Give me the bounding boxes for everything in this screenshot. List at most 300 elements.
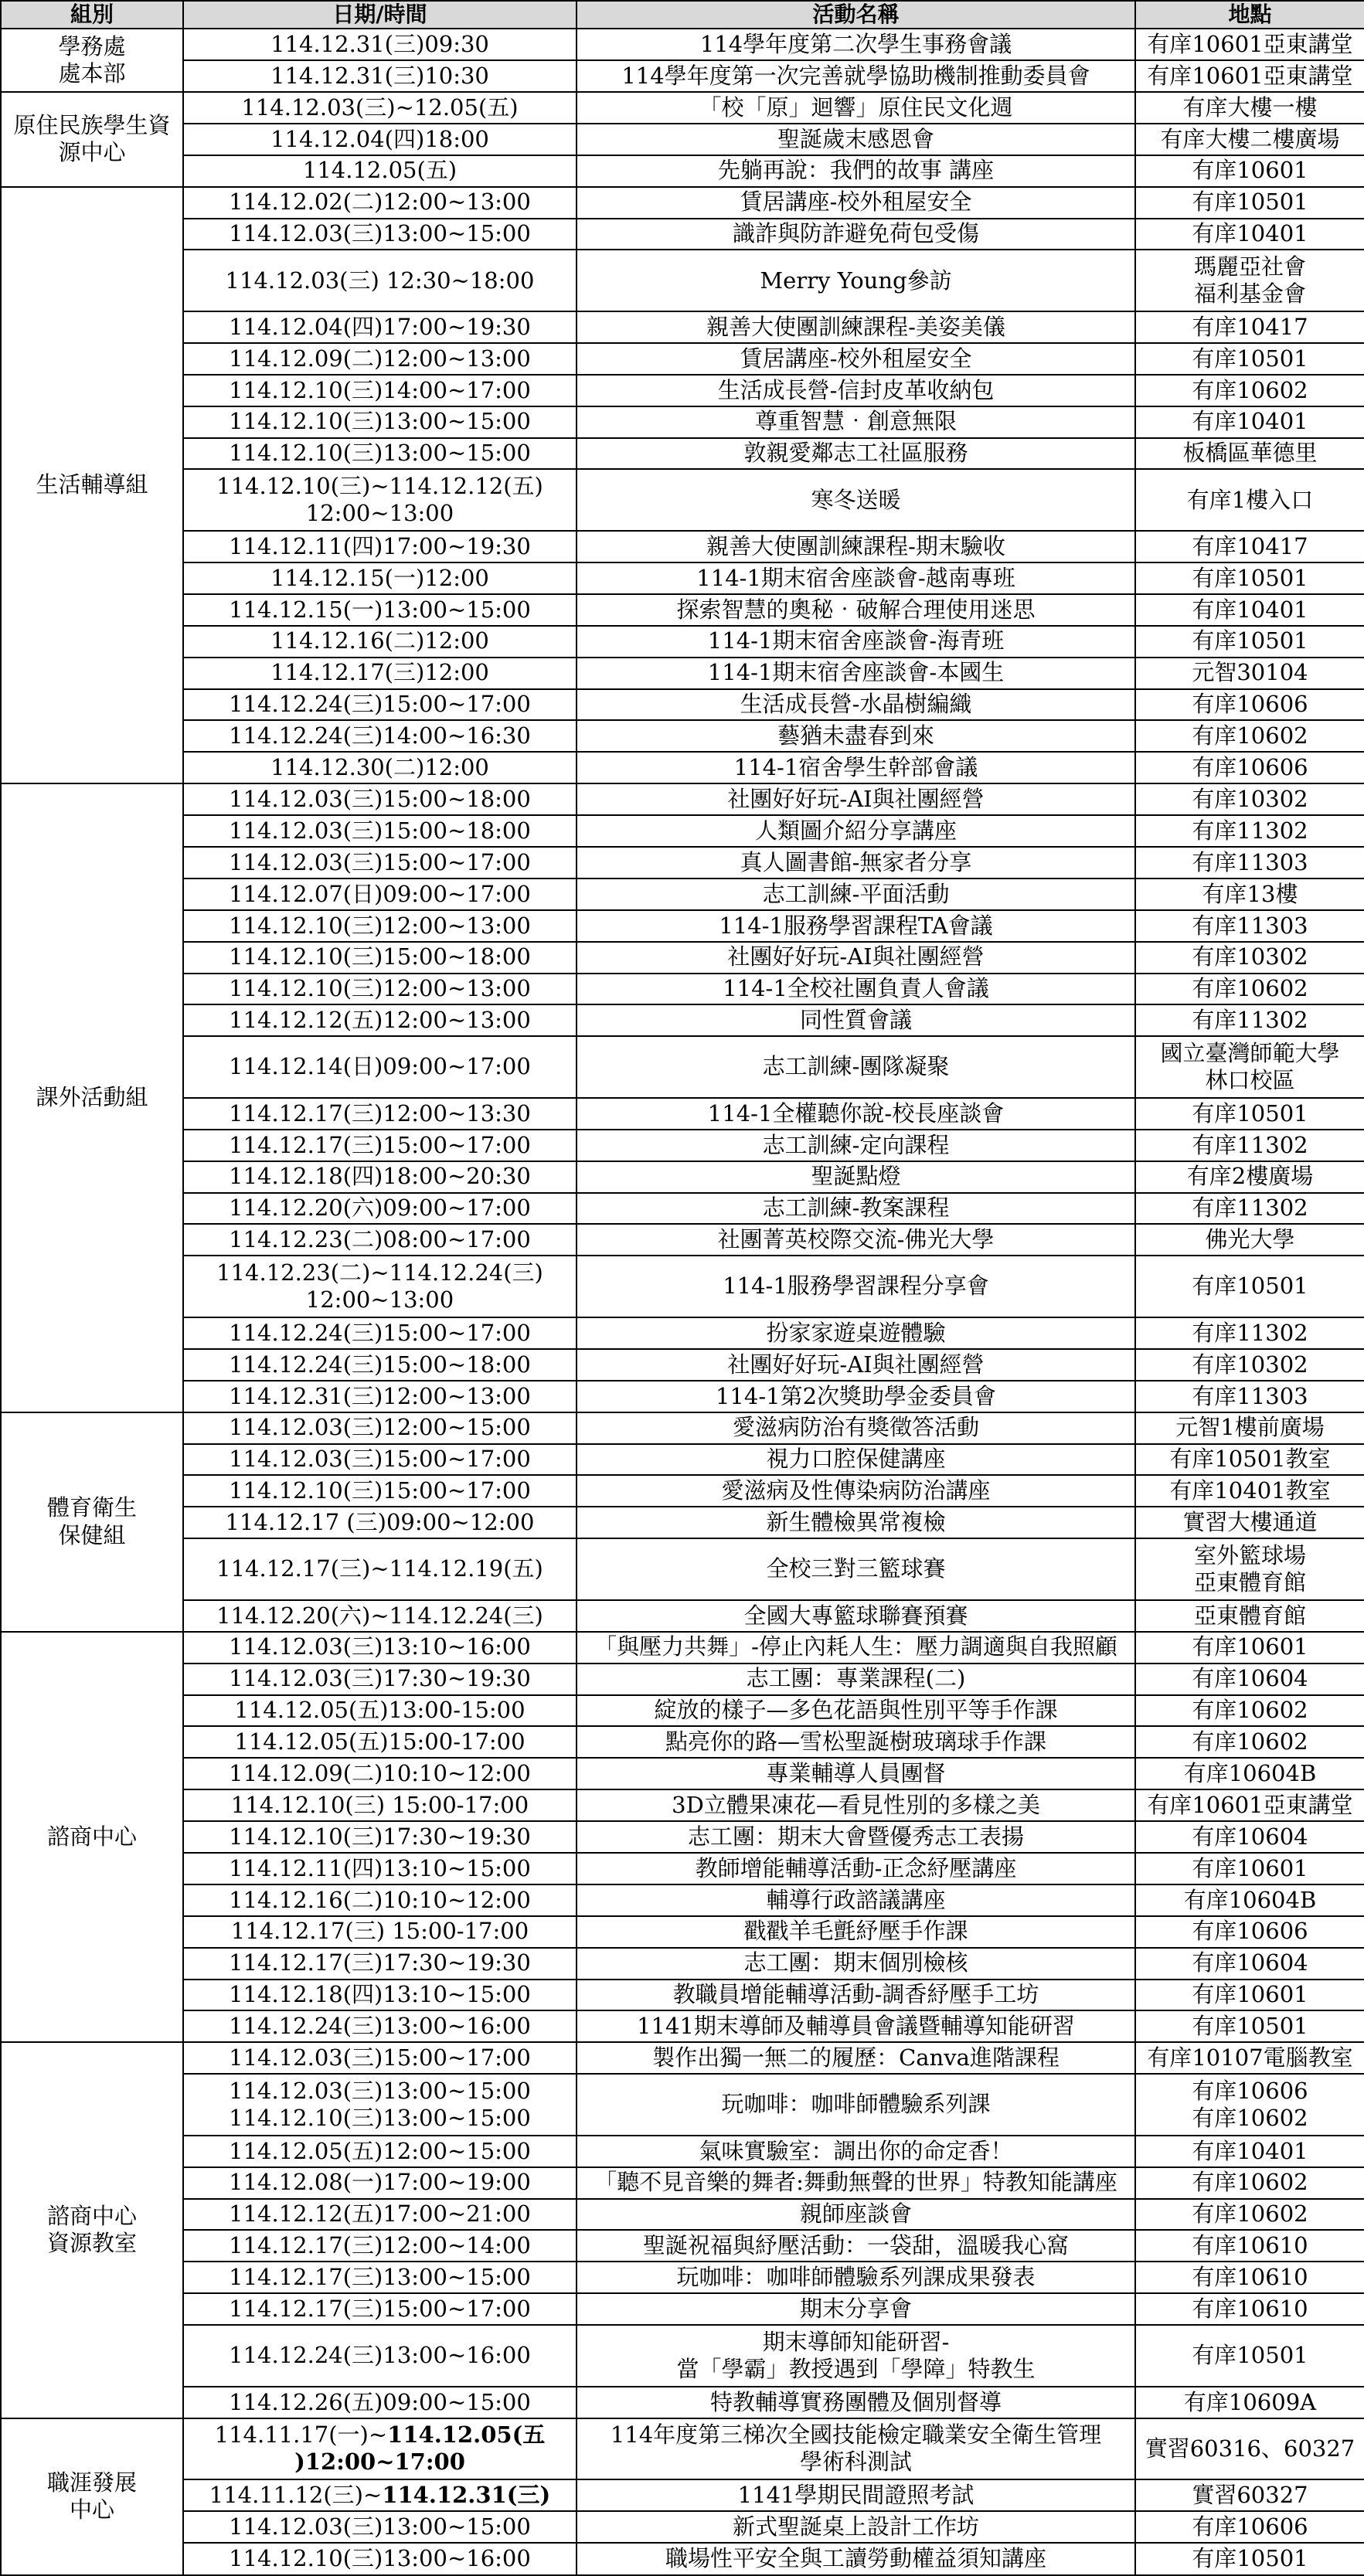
date-cell bbox=[183, 1789, 577, 1821]
cell-line: 玩咖啡：咖啡師體驗系列課成果發表 bbox=[676, 2264, 1036, 2291]
cell-line: 有庠10606 bbox=[1192, 2077, 1308, 2104]
cell-line: 有庠10401 bbox=[1192, 596, 1308, 623]
date-cell bbox=[183, 343, 577, 375]
table-row bbox=[1, 1317, 1364, 1349]
activity-name-cell bbox=[577, 1884, 1135, 1916]
activity-name-cell bbox=[577, 1224, 1135, 1256]
cell-line: 實習大樓通道 bbox=[1182, 1509, 1318, 1536]
activity-name-cell bbox=[577, 2136, 1135, 2167]
cell-line: 有庠11303 bbox=[1192, 912, 1308, 939]
date-cell bbox=[183, 1853, 577, 1884]
cell-line: 社團好好玩-AI與社團經營 bbox=[727, 943, 985, 970]
activity-name-cell bbox=[577, 375, 1135, 406]
location-cell bbox=[1135, 1161, 1364, 1193]
activity-name-cell bbox=[577, 438, 1135, 470]
cell-line: 114.12.07(日)09:00~17:00 bbox=[229, 880, 531, 907]
table-row bbox=[1, 783, 1364, 815]
cell-line: 114.12.31(三)09:30 bbox=[270, 30, 489, 57]
cell-line: 室外籃球場 bbox=[1193, 1541, 1306, 1568]
header-location: 地點 bbox=[1135, 1, 1364, 29]
date-cell bbox=[183, 438, 577, 470]
cell-line: 有庠11302 bbox=[1192, 1195, 1308, 1222]
date-cell bbox=[183, 2010, 577, 2042]
cell-line: 114.12.03(三)13:00~15:00 bbox=[229, 220, 531, 247]
emphasis-text: 114.12.05(五 bbox=[387, 2421, 546, 2449]
cell-line: 114.12.20(六)~114.12.24(三) bbox=[216, 1602, 543, 1629]
date-cell bbox=[183, 1916, 577, 1948]
header-datetime: 日期/時間 bbox=[183, 1, 577, 29]
table-row bbox=[1, 1475, 1364, 1507]
cell-line: 114-1服務學習課程分享會 bbox=[723, 1273, 989, 1300]
cell-line: 114-1期末宿舍座談會-本國生 bbox=[707, 659, 1005, 686]
cell-line: 114.12.10(三)~114.12.12(五) bbox=[216, 472, 543, 499]
cell-line: 聖誕點燈 bbox=[811, 1163, 901, 1190]
cell-line: 扮家家遊桌遊體驗 bbox=[766, 1319, 946, 1346]
cell-line: 114.12.18(四)13:10~15:00 bbox=[229, 1981, 531, 2008]
table-row bbox=[1, 626, 1364, 658]
group-name-cell bbox=[1, 783, 183, 1412]
cell-line: 1141學期民間證照考試 bbox=[737, 2482, 975, 2508]
table-row bbox=[1, 1256, 1364, 1317]
cell-line: 處本部 bbox=[58, 60, 126, 87]
cell-line: 3D立體果凍花—看見性別的多樣之美 bbox=[672, 1791, 1040, 1818]
table-row bbox=[1, 2230, 1364, 2262]
table-row bbox=[1, 658, 1364, 689]
group-name-cell bbox=[1, 1412, 183, 1632]
date-cell bbox=[183, 124, 577, 155]
location-cell bbox=[1135, 1130, 1364, 1161]
cell-line: 生活輔導組 bbox=[36, 471, 148, 498]
cell-line: 資源教室 bbox=[46, 2230, 137, 2257]
cell-line: 114-1全校社團負責人會議 bbox=[723, 975, 989, 1002]
cell-line: 有庠10501 bbox=[1192, 2545, 1308, 2572]
table-row bbox=[1, 1758, 1364, 1789]
table-row bbox=[1, 311, 1364, 343]
cell-line: 114.12.05(五)12:00~15:00 bbox=[229, 2137, 531, 2164]
activity-name-cell bbox=[577, 2387, 1135, 2418]
cell-line: 敦親愛鄰志工社區服務 bbox=[743, 440, 968, 467]
table-row bbox=[1, 375, 1364, 406]
table-row bbox=[1, 219, 1364, 250]
location-cell bbox=[1135, 2136, 1364, 2167]
cell-line: 有庠10601亞東講堂 bbox=[1147, 1791, 1353, 1818]
date-cell bbox=[183, 815, 577, 847]
location-cell bbox=[1135, 155, 1364, 187]
date-cell bbox=[183, 1600, 577, 1632]
location-cell bbox=[1135, 1980, 1364, 2011]
location-cell bbox=[1135, 910, 1364, 942]
location-cell bbox=[1135, 1256, 1364, 1317]
cell-line: 源中心 bbox=[58, 139, 126, 166]
cell-line: 114學年度第二次學生事務會議 bbox=[699, 30, 1012, 57]
cell-line: 114.12.23(二)08:00~17:00 bbox=[229, 1226, 531, 1253]
cell-line: 有庠10606 bbox=[1192, 754, 1308, 781]
date-cell bbox=[183, 2262, 577, 2293]
table-row bbox=[1, 2074, 1364, 2136]
activity-name-cell bbox=[577, 469, 1135, 531]
cell-line: 114.12.31(三)10:30 bbox=[270, 62, 489, 89]
date-cell bbox=[183, 1758, 577, 1789]
cell-line: 真人圖書館-無家者分享 bbox=[740, 848, 972, 875]
cell-line: 寒冬送暖 bbox=[811, 486, 901, 513]
cell-line: 有庠1樓入口 bbox=[1186, 486, 1314, 513]
cell-line: 當「學霸」教授遇到「學障」特教生 bbox=[676, 2355, 1036, 2382]
activity-name-cell bbox=[577, 2511, 1135, 2543]
table-row bbox=[1, 1161, 1364, 1193]
activity-name-cell bbox=[577, 752, 1135, 783]
location-cell bbox=[1135, 311, 1364, 343]
activity-name-cell bbox=[577, 2293, 1135, 2325]
activity-name-cell bbox=[577, 2479, 1135, 2511]
location-cell bbox=[1135, 2230, 1364, 2262]
date-cell bbox=[183, 720, 577, 752]
cell-line: 視力口腔保健講座 bbox=[766, 1446, 946, 1473]
table-row bbox=[1, 2387, 1364, 2418]
activity-name-cell bbox=[577, 2418, 1135, 2480]
cell-line: 學術科測試 bbox=[799, 2449, 912, 2476]
cell-line: 有庠11303 bbox=[1192, 848, 1308, 875]
date-cell bbox=[183, 2479, 577, 2511]
date-cell bbox=[183, 1412, 577, 1444]
date-cell bbox=[183, 1664, 577, 1695]
activity-name-cell bbox=[577, 531, 1135, 562]
cell-line: 「校「原」迴響」原住民文化週 bbox=[699, 93, 1013, 121]
location-cell bbox=[1135, 250, 1364, 311]
cell-line: 114.12.10(三)15:00~18:00 bbox=[229, 943, 531, 970]
activity-name-cell bbox=[577, 974, 1135, 1005]
cell-line: 有庠10501 bbox=[1192, 189, 1308, 216]
cell-line: 元智1樓前廣場 bbox=[1175, 1414, 1325, 1441]
cell-line: 114.12.31(三)12:00~13:00 bbox=[229, 1382, 531, 1409]
cell-line: 114.12.05(五)15:00-17:00 bbox=[234, 1728, 526, 1755]
cell-line: 教職員增能輔導活動-調香紓壓手工坊 bbox=[672, 1981, 1039, 2008]
location-cell bbox=[1135, 2325, 1364, 2387]
table-row bbox=[1, 60, 1364, 92]
cell-line: 114.12.10(三)12:00~13:00 bbox=[229, 912, 531, 939]
cell-line: 有庠10401 bbox=[1192, 220, 1308, 247]
cell-line: 114.12.10(三)17:30~19:30 bbox=[229, 1823, 531, 1850]
table-row bbox=[1, 92, 1364, 124]
location-cell bbox=[1135, 942, 1364, 974]
date-cell bbox=[183, 974, 577, 1005]
cell-line bbox=[186, 2449, 573, 2476]
activity-name-cell bbox=[577, 720, 1135, 752]
cell-line: 有庠10602 bbox=[1192, 376, 1308, 403]
cell-line: 親善大使團訓練課程-美姿美儀 bbox=[706, 313, 1005, 340]
cell-line: 有庠10610 bbox=[1192, 2264, 1308, 2291]
cell-line: 有庠10606 bbox=[1192, 2513, 1308, 2540]
date-cell bbox=[183, 2511, 577, 2543]
activity-name-cell bbox=[577, 658, 1135, 689]
cell-line: 114.12.10(三)13:00~15:00 bbox=[229, 408, 531, 435]
cell-line: 社團好好玩-AI與社團經營 bbox=[727, 785, 985, 812]
cell-line: 聖誕歲末感恩會 bbox=[777, 125, 934, 152]
cell-line: 有庠10606 bbox=[1192, 691, 1308, 718]
cell-line: 玩咖啡：咖啡師體驗系列課 bbox=[721, 2091, 991, 2118]
location-cell bbox=[1135, 1821, 1364, 1853]
table-row bbox=[1, 1980, 1364, 2011]
activity-name-cell bbox=[577, 1507, 1135, 1538]
cell-line: 賃居講座-校外租屋安全 bbox=[740, 345, 972, 372]
cell-line: 識詐與防詐避免荷包受傷 bbox=[732, 220, 979, 247]
cell-line: 有庠10601 bbox=[1192, 1633, 1308, 1660]
group-name-cell bbox=[1, 1632, 183, 2043]
cell-line: 有庠10302 bbox=[1192, 785, 1308, 812]
date-cell bbox=[183, 1538, 577, 1600]
cell-line: 志工團：期末大會暨優秀志工表揚 bbox=[687, 1823, 1024, 1850]
date-cell bbox=[183, 1224, 577, 1256]
location-cell bbox=[1135, 343, 1364, 375]
cell-line: 114.12.03(三)13:00~15:00 bbox=[229, 2513, 531, 2540]
cell-line: 特教輔導實務團體及個別督導 bbox=[709, 2388, 1002, 2415]
cell-line: 志工團：專業課程(二) bbox=[746, 1665, 966, 1692]
cell-line: 社團好好玩-AI與社團經營 bbox=[727, 1351, 985, 1378]
cell-line: 114.12.24(三)13:00~16:00 bbox=[229, 2013, 531, 2040]
cell-line: 有庠10602 bbox=[1192, 2200, 1308, 2228]
activity-name-cell bbox=[577, 1130, 1135, 1161]
cell-line: 有庠10601 bbox=[1192, 1854, 1308, 1881]
table-row bbox=[1, 720, 1364, 752]
activity-name-cell bbox=[577, 1948, 1135, 1980]
cell-line: 114.12.15(一)12:00 bbox=[270, 564, 489, 591]
location-cell bbox=[1135, 974, 1364, 1005]
activity-name-cell bbox=[577, 2074, 1135, 2136]
cell-line: 保健組 bbox=[58, 1521, 126, 1548]
cell-line: 114.12.17(三) 15:00-17:00 bbox=[230, 1918, 529, 1945]
date-cell bbox=[183, 469, 577, 531]
location-cell bbox=[1135, 1600, 1364, 1632]
activity-name-cell bbox=[577, 1980, 1135, 2011]
location-cell bbox=[1135, 187, 1364, 219]
date-cell bbox=[183, 1884, 577, 1916]
cell-line: 志工訓練-定向課程 bbox=[762, 1131, 950, 1158]
cell-line: 林口校區 bbox=[1205, 1067, 1295, 1094]
cell-line: 探索智慧的奧秘‧破解合理使用迷思 bbox=[676, 596, 1036, 623]
activity-name-cell bbox=[577, 942, 1135, 974]
cell-line: 有庠10604 bbox=[1192, 1665, 1308, 1692]
header-row bbox=[1, 1, 1364, 29]
cell-line: 114-1期末宿舍座談會-海青班 bbox=[707, 627, 1005, 654]
cell-line: 114.12.17(三)17:30~19:30 bbox=[229, 1949, 531, 1976]
location-cell bbox=[1135, 2167, 1364, 2199]
cell-line: 製作出獨一無二的履歷：Canva進階課程 bbox=[652, 2044, 1060, 2071]
cell-line: 114.12.12(五)12:00~13:00 bbox=[229, 1007, 531, 1034]
activity-name-cell bbox=[577, 1538, 1135, 1600]
cell-line: 114-1服務學習課程TA會議 bbox=[719, 912, 993, 939]
table-row bbox=[1, 1130, 1364, 1161]
cell-line: 亞東體育館 bbox=[1193, 1602, 1306, 1629]
location-cell bbox=[1135, 878, 1364, 910]
location-cell bbox=[1135, 1412, 1364, 1444]
cell-line: 114.12.17(三)12:00~14:00 bbox=[229, 2232, 531, 2259]
cell-line: 板橋區華德里 bbox=[1182, 440, 1318, 467]
table-row bbox=[1, 1632, 1364, 1664]
location-cell bbox=[1135, 847, 1364, 878]
activity-name-cell bbox=[577, 1161, 1135, 1193]
cell-line: 有庠10604 bbox=[1192, 1949, 1308, 1976]
date-cell bbox=[183, 406, 577, 438]
table-row bbox=[1, 1664, 1364, 1695]
location-cell bbox=[1135, 689, 1364, 721]
table-row bbox=[1, 2010, 1364, 2042]
table-row bbox=[1, 815, 1364, 847]
table-row bbox=[1, 1538, 1364, 1600]
cell-line: 有庠10401教室 bbox=[1169, 1477, 1331, 1504]
cell-line: 114.12.02(二)12:00~13:00 bbox=[229, 189, 531, 216]
cell-line: 114.12.23(二)~114.12.24(三) bbox=[216, 1259, 543, 1286]
date-cell bbox=[183, 2325, 577, 2387]
table-row bbox=[1, 2042, 1364, 2074]
date-cell bbox=[183, 752, 577, 783]
location-cell bbox=[1135, 2543, 1364, 2575]
activity-name-cell bbox=[577, 250, 1135, 311]
cell-line: 114.12.03(三)17:30~19:30 bbox=[229, 1665, 531, 1692]
activity-name-cell bbox=[577, 2042, 1135, 2074]
table-row bbox=[1, 2293, 1364, 2325]
activity-name-cell bbox=[577, 1853, 1135, 1884]
date-cell bbox=[183, 92, 577, 124]
location-cell bbox=[1135, 1789, 1364, 1821]
cell-line: 114年度第三梯次全國技能檢定職業安全衛生管理 bbox=[610, 2421, 1102, 2449]
cell-line: 實習60316、60327 bbox=[1145, 2435, 1355, 2462]
table-row bbox=[1, 155, 1364, 187]
cell-line: 實習60327 bbox=[1192, 2482, 1308, 2508]
date-cell bbox=[183, 594, 577, 626]
date-cell bbox=[183, 1098, 577, 1130]
date-cell bbox=[183, 2418, 577, 2480]
location-cell bbox=[1135, 1507, 1364, 1538]
date-cell bbox=[183, 1507, 577, 1538]
location-cell bbox=[1135, 1193, 1364, 1225]
table-row bbox=[1, 1507, 1364, 1538]
location-cell bbox=[1135, 1538, 1364, 1600]
cell-line: 中心 bbox=[69, 2496, 114, 2523]
table-row bbox=[1, 689, 1364, 721]
activity-name-cell bbox=[577, 1098, 1135, 1130]
table-row bbox=[1, 1821, 1364, 1853]
activity-name-cell bbox=[577, 187, 1135, 219]
table-row bbox=[1, 2262, 1364, 2293]
activity-name-cell bbox=[577, 1444, 1135, 1476]
table-row bbox=[1, 942, 1364, 974]
activity-name-cell bbox=[577, 2325, 1135, 2387]
cell-line: 114.11.17(一)~114.12.05(五 bbox=[214, 2421, 546, 2449]
cell-line: 有庠10417 bbox=[1192, 532, 1308, 559]
header-group: 組別 bbox=[1, 1, 183, 29]
location-cell bbox=[1135, 2199, 1364, 2231]
table-row bbox=[1, 1916, 1364, 1948]
cell-line: 有庠10501 bbox=[1192, 345, 1308, 372]
cell-line: 志工團：期末個別檢核 bbox=[743, 1949, 968, 1976]
cell-line: 114.12.15(一)13:00~15:00 bbox=[229, 596, 531, 623]
cell-line: 114.12.16(二)12:00 bbox=[270, 627, 489, 654]
activity-name-cell bbox=[577, 1916, 1135, 1948]
cell-line: 114學年度第一次完善就學協助機制推動委員會 bbox=[621, 62, 1090, 89]
cell-line: 佛光大學 bbox=[1205, 1226, 1295, 1253]
table-row bbox=[1, 1884, 1364, 1916]
location-cell bbox=[1135, 1884, 1364, 1916]
location-cell bbox=[1135, 783, 1364, 815]
cell-line: 114.12.17(三)13:00~15:00 bbox=[229, 2264, 531, 2291]
cell-line: 期末導師知能研習- bbox=[762, 2328, 950, 2355]
table-row bbox=[1, 1193, 1364, 1225]
cell-line: 志工訓練-團隊凝聚 bbox=[762, 1053, 950, 1080]
date-cell bbox=[183, 689, 577, 721]
cell-line: 愛滋病防治有獎徵答活動 bbox=[732, 1414, 979, 1441]
group-name-cell bbox=[1, 29, 183, 92]
location-cell bbox=[1135, 720, 1364, 752]
table-row bbox=[1, 1381, 1364, 1412]
table-row bbox=[1, 594, 1364, 626]
cell-line: 有庠10610 bbox=[1192, 2296, 1308, 2322]
cell-line: 有庠13樓 bbox=[1202, 880, 1298, 907]
activity-name-cell bbox=[577, 1821, 1135, 1853]
activity-name-cell bbox=[577, 92, 1135, 124]
date-cell bbox=[183, 562, 577, 594]
date-cell bbox=[183, 1036, 577, 1098]
table-row bbox=[1, 847, 1364, 878]
cell-line: 114.12.10(三)13:00~15:00 bbox=[229, 440, 531, 467]
date-cell bbox=[183, 1381, 577, 1412]
cell-line: 有庠11302 bbox=[1192, 1319, 1308, 1346]
activity-name-cell bbox=[577, 562, 1135, 594]
cell-line: 114.12.10(三)14:00~17:00 bbox=[229, 376, 531, 403]
cell-line: 114.12.16(二)10:10~12:00 bbox=[229, 1886, 531, 1913]
cell-line: 教師增能輔導活動-正念紓壓講座 bbox=[695, 1854, 1017, 1881]
table-row bbox=[1, 2418, 1364, 2480]
table-row bbox=[1, 1948, 1364, 1980]
cell-line: 有庠10501 bbox=[1192, 564, 1308, 591]
location-cell bbox=[1135, 626, 1364, 658]
activity-name-cell bbox=[577, 1381, 1135, 1412]
activity-name-cell bbox=[577, 2543, 1135, 2575]
date-cell bbox=[183, 1632, 577, 1664]
cell-line: 有庠10501 bbox=[1192, 2013, 1308, 2040]
activity-name-cell bbox=[577, 689, 1135, 721]
cell-line: 有庠10107電腦教室 bbox=[1147, 2044, 1353, 2071]
activity-name-cell bbox=[577, 155, 1135, 187]
date-cell bbox=[183, 1948, 577, 1980]
activity-name-cell bbox=[577, 343, 1135, 375]
cell-line: 體育衛生 bbox=[46, 1494, 137, 1521]
cell-line: 114.12.17(三)12:00 bbox=[270, 659, 489, 686]
date-cell bbox=[183, 219, 577, 250]
cell-line: 有庠10302 bbox=[1192, 943, 1308, 970]
cell-line: 114.12.03(三)13:00~15:00 bbox=[229, 2077, 531, 2104]
cell-line: 專業輔導人員團督 bbox=[766, 1760, 946, 1787]
date-cell bbox=[183, 1821, 577, 1853]
cell-line: 114.12.24(三)15:00~17:00 bbox=[229, 691, 531, 718]
cell-line: 同性質會議 bbox=[799, 1007, 912, 1034]
date-cell bbox=[183, 1130, 577, 1161]
table-row bbox=[1, 1853, 1364, 1884]
table-row bbox=[1, 1098, 1364, 1130]
activity-name-cell bbox=[577, 2010, 1135, 2042]
cell-line: 114.12.03(三) 12:30~18:00 bbox=[225, 267, 535, 294]
location-cell bbox=[1135, 1444, 1364, 1476]
date-cell bbox=[183, 250, 577, 311]
cell-line: 戳戳羊毛氈紓壓手作課 bbox=[743, 1918, 968, 1945]
cell-line: 114-1宿舍學生幹部會議 bbox=[733, 754, 978, 781]
cell-line: 有庠10602 bbox=[1192, 722, 1308, 749]
activity-name-cell bbox=[577, 1256, 1135, 1317]
cell-line: 有庠10601 bbox=[1192, 1981, 1308, 2008]
cell-line: 親善大使團訓練課程-期末驗收 bbox=[706, 532, 1005, 559]
cell-line: 有庠2樓廣場 bbox=[1186, 1163, 1314, 1190]
cell-line: 114.12.24(三)14:00~16:30 bbox=[229, 722, 531, 749]
date-cell bbox=[183, 1161, 577, 1193]
location-cell bbox=[1135, 2479, 1364, 2511]
